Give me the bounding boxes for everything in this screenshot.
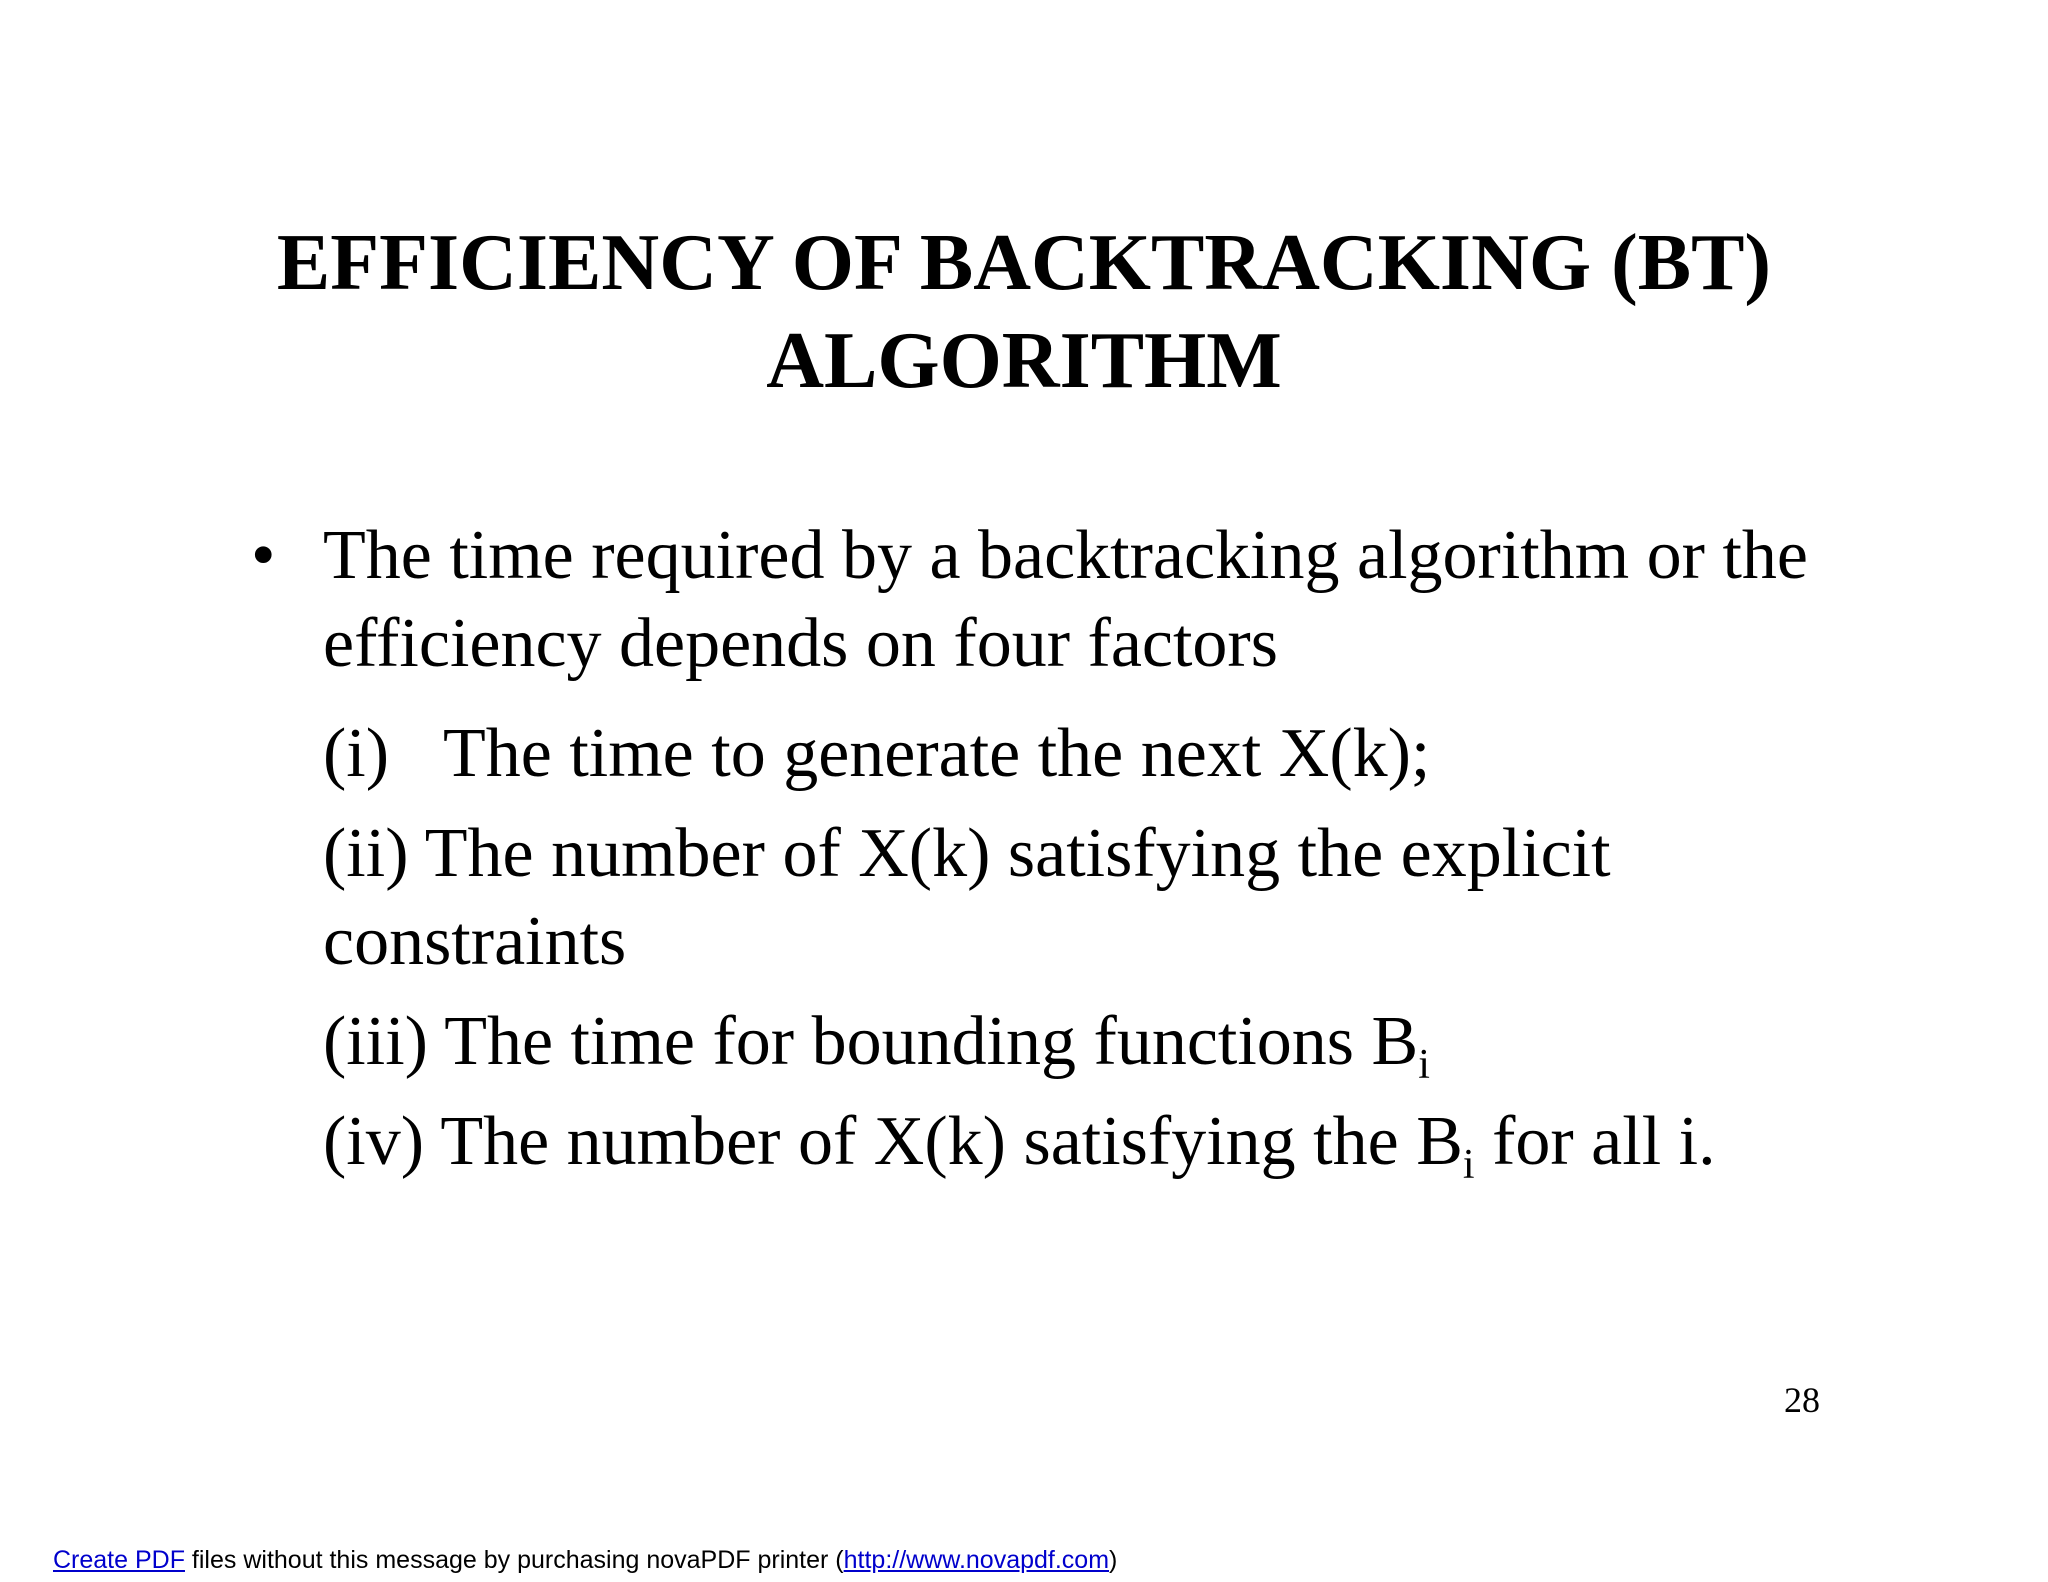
- factor-label-4: (iv): [323, 1103, 425, 1180]
- factor-text-2-line-1: The number of X(k) satisfying the explicit: [424, 815, 1611, 892]
- bullet-text-line-1: The time required by a backtracking algorithm or the: [323, 517, 1809, 594]
- bullet-item: [251, 512, 2003, 688]
- factor-text-3: The time for bounding functions B: [444, 1003, 1419, 1080]
- factor-label-2: (ii): [323, 815, 409, 892]
- novapdf-url-link[interactable]: http://www.novapdf.com: [843, 1546, 1110, 1574]
- factor-item-2: [323, 810, 2003, 986]
- slide-title-line-1: EFFICIENCY OF BACKTRACKING (BT): [276, 219, 1772, 307]
- bullet-dot-icon: •: [251, 517, 276, 594]
- factor-text-2-line-2: constraints: [323, 903, 627, 980]
- footer-watermark: [53, 1545, 1117, 1575]
- factor-label-1: (i): [323, 715, 390, 792]
- page-number: 28: [1784, 1380, 1820, 1420]
- factor-text-4-after: for all i.: [1474, 1103, 1716, 1180]
- factor-label-3: (iii): [323, 1003, 428, 1080]
- factor-text-1: The time to generate the next X(k);: [443, 715, 1431, 792]
- factor-subscript-4: i: [1462, 1142, 1475, 1188]
- factor-item-4: [323, 1098, 2003, 1186]
- create-pdf-link[interactable]: Create PDF: [53, 1546, 185, 1574]
- factor-item-1: [323, 710, 2003, 798]
- footer-end-text: ): [1109, 1546, 1118, 1574]
- slide-title: [0, 214, 2048, 410]
- factor-text-4-before: The number of X(k) satisfying the B: [440, 1103, 1463, 1180]
- bullet-text-line-2: efficiency depends on four factors: [323, 605, 1278, 682]
- slide-title-line-2: ALGORITHM: [766, 317, 1282, 405]
- factor-item-3: [323, 998, 2003, 1086]
- footer-middle-text: files without this message by purchasing novaPDF printer (: [184, 1546, 844, 1574]
- slide-body: [251, 512, 2003, 1188]
- factor-subscript-3: i: [1418, 1042, 1430, 1088]
